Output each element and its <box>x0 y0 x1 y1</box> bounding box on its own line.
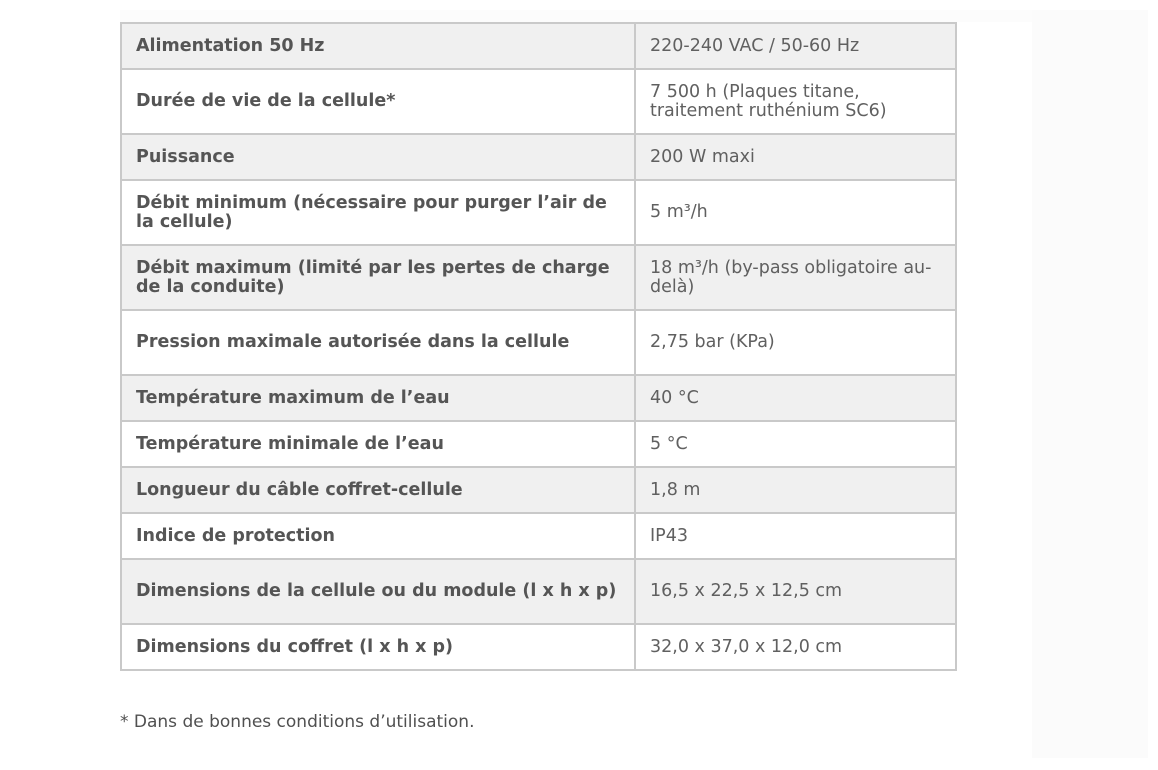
spec-label: Durée de vie de la cellule* <box>121 69 635 134</box>
table-row <box>121 421 956 467</box>
table-row <box>121 245 956 310</box>
spec-value: 7 500 h (Plaques titane, traitement ruthénium SC6) <box>635 69 956 134</box>
spec-label: Indice de protection <box>121 513 635 559</box>
spec-value: 1,8 m <box>635 467 956 513</box>
spec-label: Alimentation 50 Hz <box>121 23 635 69</box>
spec-label: Débit maximum (limité par les pertes de charge de la conduite) <box>121 245 635 310</box>
spec-value: 220-240 VAC / 50-60 Hz <box>635 23 956 69</box>
table-row <box>121 23 956 69</box>
table-row <box>121 134 956 180</box>
table-row <box>121 467 956 513</box>
spec-label: Température maximum de l’eau <box>121 375 635 421</box>
table-row <box>121 559 956 624</box>
footnote: * Dans de bonnes conditions d’utilisation. <box>120 712 475 732</box>
spec-value: 5 °C <box>635 421 956 467</box>
spec-value: IP43 <box>635 513 956 559</box>
table-row <box>121 310 956 375</box>
spec-label: Température minimale de l’eau <box>121 421 635 467</box>
spec-value: 40 °C <box>635 375 956 421</box>
background-panel-top <box>120 10 1148 22</box>
spec-label: Débit minimum (nécessaire pour purger l’air de la cellule) <box>121 180 635 245</box>
spec-value: 5 m³/h <box>635 180 956 245</box>
table-row <box>121 69 956 134</box>
spec-label: Dimensions de la cellule ou du module (l x h x p) <box>121 559 635 624</box>
spec-value: 16,5 x 22,5 x 12,5 cm <box>635 559 956 624</box>
spec-label: Longueur du câble coffret-cellule <box>121 467 635 513</box>
table-row <box>121 513 956 559</box>
table-row <box>121 375 956 421</box>
background-panel-right <box>1032 10 1148 758</box>
spec-label: Puissance <box>121 134 635 180</box>
table-row <box>121 624 956 670</box>
spec-value: 18 m³/h (by-pass obligatoire au-delà) <box>635 245 956 310</box>
spec-label: Pression maximale autorisée dans la cellule <box>121 310 635 375</box>
specifications-table <box>120 22 957 671</box>
spec-value: 200 W maxi <box>635 134 956 180</box>
spec-value: 2,75 bar (KPa) <box>635 310 956 375</box>
spec-label: Dimensions du coffret (l x h x p) <box>121 624 635 670</box>
spec-value: 32,0 x 37,0 x 12,0 cm <box>635 624 956 670</box>
table-row <box>121 180 956 245</box>
